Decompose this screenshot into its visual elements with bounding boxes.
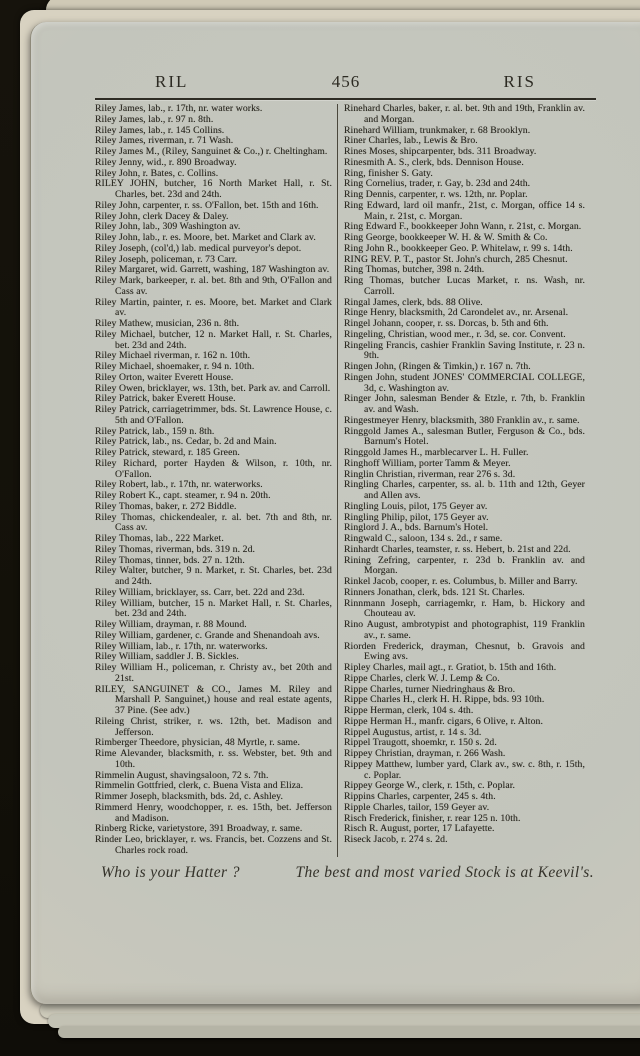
directory-entry: Ringling Philip, pilot, 175 Geyer av. bbox=[344, 511, 489, 523]
directory-entry: Rimberger Theedore, physician, 48 Myrtle, r. same. bbox=[95, 737, 301, 749]
directory-entry: Ringgold James A., salesman Butler, Ferguson & Co., bds. Barnum's Hotel. bbox=[344, 425, 585, 448]
directory-entry: Rinehard William, trunkmaker, r. 68 Brooklyn. bbox=[344, 124, 531, 136]
directory-entry: Ring John R., bookkeeper Geo. P. Whitelaw, r. 99 s. 14th. bbox=[344, 242, 573, 254]
directory-entry: Riley James, lab., r. 17th, nr. water works. bbox=[95, 103, 263, 114]
directory-entry: Riner Charles, lab., Lewis & Bro. bbox=[344, 135, 478, 147]
directory-entry: Ringlord J. A., bds. Barnum's Hotel. bbox=[344, 522, 489, 534]
directory-entry: Rippe Charles H., clerk H. H. Rippe, bds. 93 10th. bbox=[344, 694, 545, 706]
directory-entry: Rimmelin Gottfried, clerk, c. Buena Vista and Eliza. bbox=[95, 780, 304, 792]
directory-entry: Riley Thomas, tinner, bds. 27 n. 12th. bbox=[95, 554, 245, 566]
directory-entry: Ringeling Francis, cashier Franklin Saving Institute, r. 23 n. 9th. bbox=[344, 339, 585, 362]
directory-entry: Riley William, gardener, c. Grande and Shenandoah avs. bbox=[95, 629, 320, 641]
directory-entry: Riley William, butcher, 15 n. Market Hall, r. St. Charles, bet. 23d and 24th. bbox=[95, 597, 332, 620]
directory-entry: Riley John, carpenter, r. ss. O'Fallon, bet. 15th and 16th. bbox=[95, 199, 319, 211]
directory-entry: Riley Orton, waiter Everett House. bbox=[95, 371, 234, 383]
directory-entry: Rimmer Joseph, blacksmith, bds. 2d, c. Ashley. bbox=[95, 791, 284, 802]
directory-entry: Riley Thomas, baker, r. 272 Biddle. bbox=[95, 500, 237, 512]
directory-entry: Rimmerd Henry, woodchopper, r. es. 15th, bet. Jefferson and Madison. bbox=[95, 801, 332, 824]
directory-entry: Ripple Charles, tailor, 159 Geyer av. bbox=[344, 801, 490, 813]
directory-entry: Riseck Jacob, r. 274 s. 2d. bbox=[344, 834, 448, 845]
directory-entry: Rinkel Jacob, cooper, r. es. Columbus, b. Miller and Barry. bbox=[344, 576, 578, 587]
directory-entry: Riley Patrick, baker Everett House. bbox=[95, 393, 236, 405]
directory-entry: Rining Zefring, carpenter, r. 23d b. Franklin av. and Morgan. bbox=[344, 554, 585, 577]
directory-entry: Riley William, lab., r. 17th, nr. waterworks. bbox=[95, 640, 268, 652]
directory-entry: Ringen John, student JONES' COMMERCIAL COLLEGE, 3d, c. Washington av. bbox=[344, 371, 585, 394]
advertisement-footer bbox=[95, 864, 596, 882]
directory-entry: Ringwald C., saloon, 134 s. 2d., r same. bbox=[344, 533, 503, 544]
directory-entry: Riley William, bricklayer, ss. Carr, bet. 22d and 23d. bbox=[95, 586, 305, 598]
directory-entry: Riley Thomas, riverman, bds. 319 n. 2d. bbox=[95, 543, 256, 555]
page-content bbox=[95, 72, 596, 1004]
directory-entry: Risch R. August, porter, 17 Lafayette. bbox=[344, 823, 495, 835]
directory-entry: Riley Margaret, wid. Garrett, washing, 187 Washington av. bbox=[95, 264, 330, 276]
directory-entry: Ring Dennis, carpenter, r. ws. 12th, nr. Poplar. bbox=[344, 189, 528, 200]
directory-entry: Rinehard Charles, baker, r. al. bet. 9th and 19th, Franklin av. and Morgan. bbox=[344, 103, 585, 125]
directory-entry: Riley Thomas, lab., 222 Market. bbox=[95, 533, 224, 544]
directory-entry: Ring, finisher S. Gaty. bbox=[344, 167, 433, 179]
directory-entry: Riley Joseph, policeman, r. 73 Carr. bbox=[95, 253, 238, 265]
directory-entry: Riley Joseph, (col'd,) lab. medical purveyor's depot. bbox=[95, 242, 302, 254]
directory-entry: Ring Thomas, butcher Lucas Market, r. ns. Wash, nr. Carroll. bbox=[344, 275, 585, 297]
directory-entry: Riley Michael, butcher, 12 n. Market Hall, r. St. Charles, bet. 23d and 24th. bbox=[95, 328, 332, 351]
left-column bbox=[95, 104, 337, 857]
directory-entry: Ringgold James H., marblecarver L. H. Fuller. bbox=[344, 447, 529, 458]
directory-entry: Ringal James, clerk, bds. 88 Olive. bbox=[344, 296, 483, 308]
directory-entry: Ringhoff William, porter Tamm & Meyer. bbox=[344, 457, 511, 469]
directory-entry: Ringeling, Christian, wood mer., r. 3d, se. cor. Convent. bbox=[344, 328, 566, 340]
directory-entry: Rippel Traugott, shoemkr, r. 150 s. 2d. bbox=[344, 737, 497, 749]
directory-entry: Ring George, bookkeeper W. H. & W. Smith & Co. bbox=[344, 232, 548, 243]
directory-entry: Ringestmeyer Henry, blacksmith, 380 Franklin av., r. same. bbox=[344, 414, 580, 426]
running-header bbox=[95, 72, 596, 96]
directory-entry: Rileing Christ, striker, r. ws. 12th, bet. Madison and Jefferson. bbox=[95, 715, 332, 738]
directory-entry: Ring Edward F., bookkeeper John Wann, r. 21st, c. Morgan. bbox=[344, 221, 582, 233]
directory-entry: Rinberg Ricke, varietystore, 391 Broadway, r. same. bbox=[95, 823, 303, 835]
directory-entry: Riley Mark, barkeeper, r. al. bet. 8th and 9th, O'Fallon and Cass av. bbox=[95, 275, 332, 297]
directory-entry: Ringer John, salesman Bender & Etzle, r. 7th, b. Franklin av. and Wash. bbox=[344, 393, 585, 415]
directory-entry: Rippe Herman H., manfr. cigars, 6 Olive, r. Alton. bbox=[344, 715, 543, 727]
footer-answer: The best and most varied Stock is at Keevil's. bbox=[295, 863, 594, 881]
directory-entry: Riley Patrick, lab., 159 n. 8th. bbox=[95, 425, 215, 437]
directory-entry: Rines Moses, shipcarpenter, bds. 311 Broadway. bbox=[344, 146, 537, 157]
directory-entry: Riley William, drayman, r. 88 Mound. bbox=[95, 619, 247, 630]
directory-entry: Rinners Jonathan, clerk, bds. 121 St. Charles. bbox=[344, 586, 525, 598]
directory-entry: Rippe Charles, turner Niedringhaus & Bro. bbox=[344, 683, 516, 695]
directory-entry: Riley Robert, lab., r. 17th, nr. waterworks. bbox=[95, 479, 263, 491]
directory-entry: Riley William H., policeman, r. Christy av., bet 20th and 21st. bbox=[95, 662, 332, 684]
directory-entry: Riley Robert K., capt. steamer, r. 94 n. 20th. bbox=[95, 490, 271, 501]
directory-entry: Riley Walter, butcher, 9 n. Market, r. St. Charles, bet. 23d and 24th. bbox=[95, 565, 332, 587]
directory-entry: Ring Thomas, butcher, 398 n. 24th. bbox=[344, 264, 485, 276]
directory-entry: Ringling Louis, pilot, 175 Geyer av. bbox=[344, 500, 488, 512]
directory-entry: Riley John, lab., 309 Washington av. bbox=[95, 221, 241, 233]
directory-entry: Rime Alevander, blacksmith, r. ss. Webster, bet. 9th and 10th. bbox=[95, 748, 332, 770]
directory-entry: Riley Patrick, carriagetrimmer, bds. St. Lawrence House, c. 5th and O'Fallon. bbox=[95, 404, 332, 426]
directory-entry: Ripley Charles, mail agt., r. Gratiot, b. 15th and 16th. bbox=[344, 662, 557, 673]
directory-page bbox=[30, 22, 640, 1004]
directory-entry: Rippey Christian, drayman, r. 266 Wash. bbox=[344, 748, 506, 759]
directory-entry: Riley Martin, painter, r. es. Moore, bet. Market and Clark av. bbox=[95, 296, 332, 319]
directory-entry: Rinesmith A. S., clerk, bds. Dennison House. bbox=[344, 156, 524, 168]
directory-entry: Ringen John, (Ringen & Timkin,) r. 167 n. 7th. bbox=[344, 361, 531, 372]
directory-entry: Riley John, clerk Dacey & Daley. bbox=[95, 210, 229, 222]
directory-entry: Rimmelin August, shavingsaloon, 72 s. 7th. bbox=[95, 769, 269, 781]
directory-entry: Riley Mathew, musician, 236 n. 8th. bbox=[95, 318, 240, 329]
directory-entry: Rippe Herman, clerk, 104 s. 4th. bbox=[344, 705, 474, 716]
directory-columns bbox=[95, 104, 596, 857]
directory-entry: Riley James, lab., r. 97 n. 8th. bbox=[95, 113, 214, 125]
directory-entry: Ring Cornelius, trader, r. Gay, b. 23d and 24th. bbox=[344, 178, 531, 190]
directory-entry: Riley Patrick, steward, r. 185 Green. bbox=[95, 447, 240, 458]
header-rule bbox=[95, 98, 596, 100]
directory-entry: Riley James M., (Riley, Sanguinet & Co.,) r. Cheltingham. bbox=[95, 146, 328, 157]
directory-entry: Ringling Charles, carpenter, ss. al. b. 11th and 12th, Geyer and Allen avs. bbox=[344, 479, 585, 501]
directory-entry: Risch Frederick, finisher, r. rear 125 n. 10th. bbox=[344, 812, 521, 824]
directory-entry: Riley John, lab., r. es. Moore, bet. Market and Clark av. bbox=[95, 232, 316, 243]
directory-entry: Rippe Charles, clerk W. J. Lemp & Co. bbox=[344, 672, 500, 684]
directory-entry: Riley John, r. Bates, c. Collins. bbox=[95, 167, 219, 179]
directory-entry: RING REV. P. T., pastor St. John's church, 285 Chesnut. bbox=[344, 253, 568, 265]
directory-entry: Riley Patrick, lab., ns. Cedar, b. 2d and Main. bbox=[95, 436, 277, 448]
directory-entry: RILEY, SANGUINET & CO., James M. Riley and Marshall P. Sanguinet,) house and real estate agents, 37 Pine. (See adv.) bbox=[95, 683, 332, 716]
directory-entry: Riley James, lab., r. 145 Collins. bbox=[95, 124, 225, 136]
directory-entry: Riley James, riverman, r. 71 Wash. bbox=[95, 135, 234, 147]
directory-entry: Riley Thomas, chickendealer, r. al. bet. 7th and 8th, nr. Cass av. bbox=[95, 511, 332, 534]
directory-entry: Riley Owen, bricklayer, ws. 13th, bet. Park av. and Carroll. bbox=[95, 382, 331, 394]
directory-entry: Ringe Henry, blacksmith, 2d Carondelet av., nr. Arsenal. bbox=[344, 307, 569, 319]
footer-question: Who is your Hatter ? bbox=[101, 863, 240, 881]
directory-entry: Rino August, ambrotypist and photographist, 119 Franklin av., r. same. bbox=[344, 619, 585, 641]
directory-entry: Rippey George W., clerk, r. 15th, c. Poplar. bbox=[344, 780, 516, 792]
directory-entry: Rinhardt Charles, teamster, r. ss. Hebert, b. 21st and 22d. bbox=[344, 543, 571, 555]
directory-entry: Rinder Leo, bricklayer, r. ws. Francis, bet. Cozzens and St. Charles rock road. bbox=[95, 834, 332, 856]
directory-entry: Riley Michael riverman, r. 162 n. 10th. bbox=[95, 350, 251, 362]
right-column bbox=[337, 104, 585, 857]
left-guide-word: RIL bbox=[155, 72, 189, 91]
directory-entry: RILEY JOHN, butcher, 16 North Market Hall, r. St. Charles, bet. 23d and 24th. bbox=[95, 178, 332, 200]
directory-entry: Ringel Johann, cooper, r. ss. Dorcas, b. 5th and 6th. bbox=[344, 318, 549, 329]
directory-entry: Riley William, saddler J. B. Sickles. bbox=[95, 651, 239, 663]
directory-entry: Riley Michael, shoemaker, r. 94 n. 10th. bbox=[95, 361, 255, 372]
directory-entry: Ringlin Christian, riverman, rear 276 s. 3d. bbox=[344, 468, 516, 480]
directory-entry: Riorden Frederick, drayman, Chesnut, b. Gravois and Ewing avs. bbox=[344, 640, 585, 663]
directory-entry: Rippins Charles, carpenter, 245 s. 4th. bbox=[344, 791, 496, 802]
directory-entry: Riley Jenny, wid., r. 890 Broadway. bbox=[95, 156, 237, 168]
right-guide-word: RIS bbox=[503, 72, 536, 91]
directory-entry: Rinnmann Joseph, carriagemkr, r. Ham, b. Hickory and Chouteau av. bbox=[344, 597, 585, 620]
page-stack-edge bbox=[58, 1026, 640, 1038]
directory-entry: Riley Richard, porter Hayden & Wilson, r. 10th, nr. O'Fallon. bbox=[95, 457, 332, 480]
directory-entry: Rippel Augustus, artist, r. 14 s. 3d. bbox=[344, 726, 482, 738]
page-number: 456 bbox=[331, 72, 361, 91]
directory-entry: Rippey Matthew, lumber yard, Clark av., sw. c. 8th, r. 15th, c. Poplar. bbox=[344, 758, 585, 781]
directory-entry: Ring Edward, lard oil manfr., 21st, c. Morgan, office 14 s. Main, r. 21st, c. Morgan. bbox=[344, 199, 585, 222]
